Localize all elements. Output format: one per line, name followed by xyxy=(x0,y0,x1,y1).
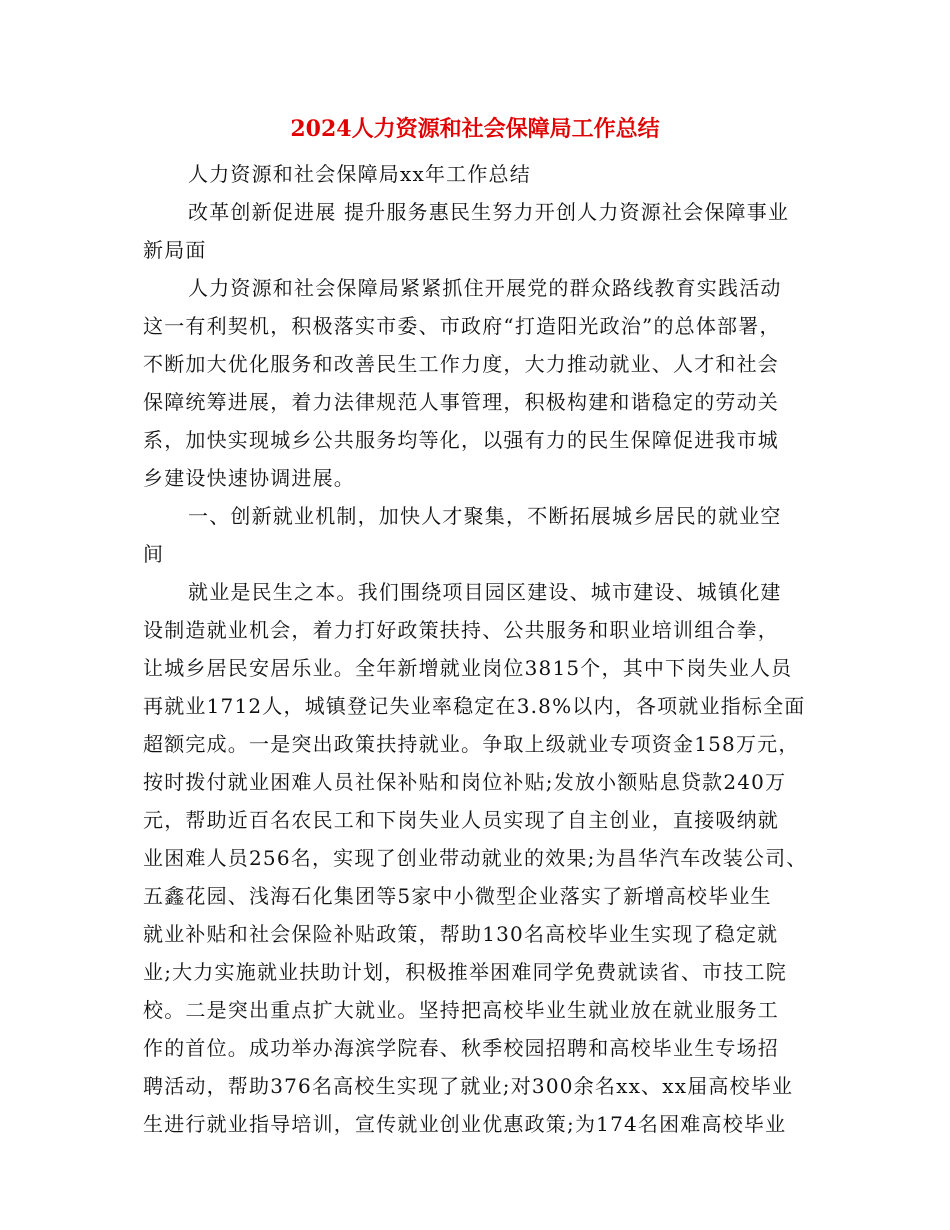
paragraph-line: 生进行就业指导培训，宣传就业创业优惠政策;为174名困难高校毕业 xyxy=(143,1112,787,1136)
section-heading-line: 一、创新就业机制，加快人才聚集，不断拓展城乡居民的就业空 xyxy=(188,504,782,528)
paragraph-line: 保障统筹进展，着力法律规范人事管理，积极构建和谐稳定的劳动关 xyxy=(143,390,779,414)
paragraph-line: 业;大力实施就业扶助计划，积极推举困难同学免费就读省、市技工院 xyxy=(143,960,787,984)
paragraph-line: 就业补贴和社会保险补贴政策，帮助130名高校毕业生实现了稳定就 xyxy=(143,922,779,946)
paragraph-line: 业困难人员256名，实现了创业带动就业的效果;为昌华汽车改装公司、 xyxy=(143,846,808,870)
paragraph-line: 超额完成。一是突出政策扶持就业。争取上级就业专项资金158万元， xyxy=(143,732,800,756)
paragraph-line: 按时拨付就业困难人员社保补贴和岗位补贴;发放小额贴息贷款240万 xyxy=(143,770,787,794)
paragraph-line: 设制造就业机会，着力打好政策扶持、公共服务和职业培训组合拳， xyxy=(143,618,779,642)
paragraph-line: 作的首位。成功举办海滨学院春、秋季校园招聘和高校毕业生专场招 xyxy=(143,1036,779,1060)
document-title: 2024人力资源和社会保障局工作总结 xyxy=(290,116,660,142)
paragraph-line: 就业是民生之本。我们围绕项目园区建设、城市建设、城镇化建 xyxy=(188,580,782,604)
paragraph-line: 元，帮助近百名农民工和下岗失业人员实现了自主创业，直接吸纳就 xyxy=(143,808,779,832)
paragraph-line: 聘活动，帮助376名高校生实现了就业;对300余名xx、xx届高校毕业 xyxy=(143,1074,794,1098)
paragraph-line: 让城乡居民安居乐业。全年新增就业岗位3815个，其中下岗失业人员 xyxy=(143,656,793,680)
section-heading-line-cont: 间 xyxy=(143,542,165,566)
paragraph-line: 不断加大优化服务和改善民生工作力度，大力推动就业、人才和社会 xyxy=(143,352,779,376)
subtitle-line: 人力资源和社会保障局xx年工作总结 xyxy=(188,162,531,186)
paragraph-line: 校。二是突出重点扩大就业。坚持把高校毕业生就业放在就业服务工 xyxy=(143,998,779,1022)
paragraph-line: 五鑫花园、浅海石化集团等5家中小微型企业落实了新增高校毕业生 xyxy=(143,884,772,908)
paragraph-line: 再就业1712人，城镇登记失业率稳定在3.8%以内，各项就业指标全面 xyxy=(143,694,806,718)
paragraph-line: 人力资源和社会保障局紧紧抓住开展党的群众路线教育实践活动 xyxy=(188,276,782,300)
paragraph-line: 系，加快实现城乡公共服务均等化，以强有力的民生保障促进我市城 xyxy=(143,428,779,452)
paragraph-line: 乡建设快速协调进展。 xyxy=(143,466,355,490)
paragraph-line: 这一有利契机，积极落实市委、市政府“打造阳光政治”的总体部署， xyxy=(143,314,781,338)
heading-line: 改革创新促进展 提升服务惠民生努力开创人力资源社会保障事业 xyxy=(188,200,790,224)
heading-line-cont: 新局面 xyxy=(143,238,207,262)
